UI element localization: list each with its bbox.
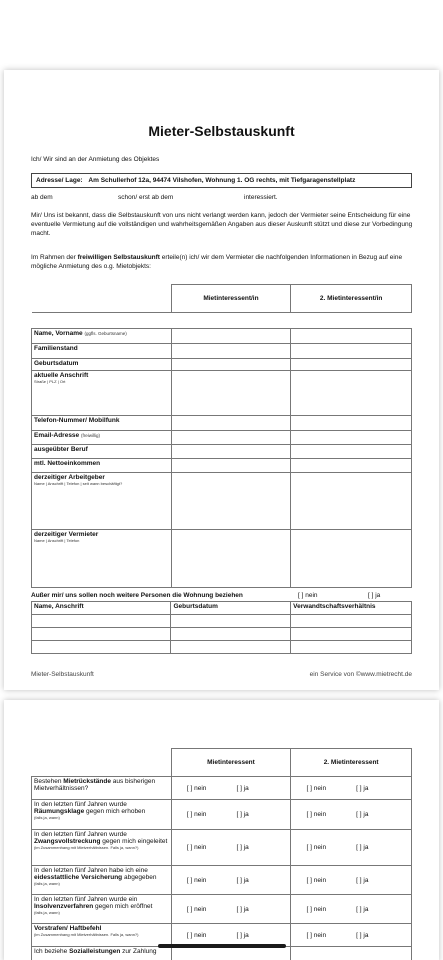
person-cell[interactable] — [291, 641, 412, 654]
no-checkbox[interactable]: [ ] nein — [306, 784, 327, 792]
address-value: Am Schullerhof 12a, 94474 Vilshofen, Wohnung 1. OG rechts, mit Tiefgaragenstellplatz — [88, 177, 356, 184]
table-row — [32, 866, 412, 895]
person-cell[interactable] — [32, 615, 171, 628]
questions-table — [31, 748, 412, 960]
no-checkbox[interactable]: [ ] nein — [186, 811, 207, 818]
address-field-1[interactable] — [171, 371, 291, 416]
yes-checkbox[interactable]: [ ] ja — [356, 905, 369, 913]
birthdate-field-2[interactable] — [291, 359, 412, 371]
from-date-mid: schon/ erst ab dem — [118, 194, 174, 201]
table-row — [32, 473, 412, 530]
job-field-2[interactable] — [291, 445, 412, 459]
footer-right: ein Service von ©www.mietrecht.de — [309, 671, 412, 678]
table-row — [32, 371, 412, 416]
table-row — [32, 431, 412, 445]
row-label-job: ausgeübter Beruf — [34, 446, 88, 453]
page-title: Mieter-Selbstauskunft — [148, 123, 295, 139]
landlord-field-2[interactable] — [291, 530, 412, 588]
row-note-name: (ggfls. Geburtsname) — [84, 331, 127, 336]
address-label: Adresse/ Lage: — [36, 177, 83, 184]
employer-field-2[interactable] — [291, 473, 412, 530]
yes-checkbox[interactable]: [ ] ja — [236, 844, 249, 851]
other-persons-no-checkbox[interactable]: [ ] nein — [298, 592, 318, 599]
no-checkbox[interactable]: [ ] nein — [186, 784, 207, 792]
yes-checkbox[interactable]: [ ] ja — [236, 811, 249, 818]
table-row — [32, 445, 412, 459]
table-row — [32, 416, 412, 431]
no-checkbox[interactable]: [ ] nein — [186, 905, 207, 913]
row-sub-employer: Name | Anschrift | Telefon | seit wann beschäftigt? — [34, 481, 123, 486]
table-row — [32, 615, 412, 628]
landlord-field-1[interactable] — [171, 530, 291, 588]
question-insolvency: In den letzten fünf Jahren wurde ein Insolvenzverfahren gegen mich eröffnet (falls ja, wann) — [32, 895, 172, 924]
person-cell[interactable] — [32, 628, 171, 641]
table-corner — [32, 749, 172, 777]
employer-field-1[interactable] — [171, 473, 291, 530]
document-page-1 — [4, 70, 439, 690]
no-checkbox[interactable]: [ ] nein — [306, 844, 327, 851]
yes-checkbox[interactable]: [ ] ja — [356, 784, 369, 792]
table-row — [32, 947, 412, 960]
job-field-1[interactable] — [171, 445, 291, 459]
yes-checkbox[interactable]: [ ] ja — [356, 931, 369, 939]
person-cell[interactable] — [171, 615, 291, 628]
email-field-2[interactable] — [291, 431, 412, 445]
footer-left: Mieter-Selbstauskunft — [31, 671, 94, 678]
col-header-applicant-1: Mietinteressent — [171, 749, 291, 777]
yes-checkbox[interactable]: [ ] ja — [236, 931, 249, 939]
row-label-employer: derzeitiger Arbeitgeber — [34, 474, 105, 481]
other-persons-table — [31, 601, 412, 654]
birthdate-field-1[interactable] — [171, 359, 291, 371]
no-checkbox[interactable]: [ ] nein — [306, 811, 327, 818]
no-checkbox[interactable]: [ ] nein — [186, 844, 207, 851]
row-note-email: (freiwillig) — [80, 433, 100, 438]
question-social-benefits: Ich beziehe Sozialleistungen zur Zahlung — [32, 947, 172, 960]
question-eviction: In den letzten fünf Jahren wurde Räumungsklage gegen mich erhoben (falls ja, wann) — [32, 800, 172, 830]
no-checkbox[interactable]: [ ] nein — [306, 876, 327, 884]
question-criminal-record: Vorstrafen/ Haftbefehl (im Zusammenhang mit Mietverhältnissen. Falls ja, wann?) — [32, 924, 172, 947]
document-page-2 — [4, 700, 439, 960]
col-header-applicant-2: 2. Mietinteressent/in — [291, 285, 412, 313]
row-label-landlord: derzeitiger Vermieter — [34, 531, 99, 538]
name-field-1[interactable] — [171, 329, 291, 344]
no-checkbox[interactable]: [ ] nein — [186, 876, 207, 884]
no-checkbox[interactable]: [ ] nein — [306, 931, 327, 939]
from-date-label: ab dem — [31, 194, 53, 201]
table-row — [32, 641, 412, 654]
table-corner — [32, 285, 172, 313]
no-checkbox[interactable]: [ ] nein — [306, 905, 327, 913]
from-date-end: interessiert. — [244, 194, 278, 201]
email-field-1[interactable] — [171, 431, 291, 445]
table-row — [32, 344, 412, 359]
address-field-2[interactable] — [291, 371, 412, 416]
other-persons-question: Außer mir/ uns sollen noch weitere Personen die Wohnung beziehen — [31, 592, 243, 599]
voluntary-text-b: erteile(n) ich/ wir dem Vermieter die nachfolgenden Informationen in Bezug auf eine mögliche Anmietung des o.g. Mietobjekts: — [31, 254, 403, 271]
row-sub-landlord: Name | Anschrift | Telefon — [34, 538, 80, 543]
voluntary-text-bold: freiwilligen Selbstauskunft — [77, 254, 160, 261]
yes-checkbox[interactable]: [ ] ja — [356, 844, 369, 851]
row-label-income: mtl. Nettoeinkommen — [34, 460, 101, 467]
person-cell[interactable] — [171, 628, 291, 641]
yes-checkbox[interactable]: [ ] ja — [356, 811, 369, 818]
row-label-birthdate: Geburtsdatum — [34, 360, 79, 367]
applicant-table — [31, 284, 412, 588]
address-box — [31, 173, 412, 188]
row-sub-address: Straße | PLZ | Ort — [34, 379, 66, 384]
row-label-address: aktuelle Anschrift — [34, 372, 89, 379]
table-row — [32, 530, 412, 588]
question-affidavit: In den letzten fünf Jahren habe ich eine eidesstattliche Versicherung abgegeben (falls ja, wann) — [32, 866, 172, 895]
table-row — [32, 895, 412, 924]
table-row — [32, 459, 412, 473]
col-header-applicant-1: Mietinteressent/in — [171, 285, 291, 313]
phone-field-2[interactable] — [291, 416, 412, 431]
income-field-2[interactable] — [291, 459, 412, 473]
yes-checkbox[interactable]: [ ] ja — [356, 876, 369, 884]
other-persons-yes-checkbox[interactable]: [ ] ja — [368, 592, 381, 599]
col-header-relationship: Verwandtschaftsverhältnis — [291, 602, 412, 615]
intro-text: Ich/ Wir sind an der Anmietung des Objektes — [31, 156, 160, 163]
col-header-birthdate: Geburtsdatum — [171, 602, 291, 615]
disclaimer-paragraph: Mir/ Uns ist bekannt, dass die Selbstauskunft von uns nicht verlangt werden kann, jedoch der Vermieter seine Entscheidung für eine eventuelle Vermietung auf die vollständigen und wahrheitsgemäßen Angaben aus dieser Auskunft stützt und diese zur Vorbedingung macht. — [31, 212, 413, 238]
income-field-1[interactable] — [171, 459, 291, 473]
yes-checkbox[interactable]: [ ] ja — [236, 876, 249, 884]
person-cell[interactable] — [291, 628, 412, 641]
col-header-applicant-2: 2. Mietinteressent — [291, 749, 412, 777]
table-row — [32, 830, 412, 866]
no-checkbox[interactable]: [ ] nein — [186, 931, 207, 939]
row-label-phone: Telefon-Nummer/ Mobilfunk — [34, 417, 120, 424]
home-indicator[interactable] — [158, 944, 286, 948]
table-row — [32, 800, 412, 830]
row-label-name: Name, Vorname — [34, 330, 83, 337]
question-enforcement: In den letzten fünf Jahren wurde Zwangsvollstreckung gegen mich eingeleitet (im Zusammenhang mit Mietverhältnissen. Falls ja, wann?) — [32, 830, 172, 866]
col-header-name-address: Name, Anschrift — [32, 602, 171, 615]
table-row — [32, 628, 412, 641]
person-cell[interactable] — [171, 641, 291, 654]
name-field-2[interactable] — [291, 329, 412, 344]
voluntary-text-a: Im Rahmen der — [31, 254, 76, 261]
table-row — [32, 777, 412, 800]
row-label-email: Email-Adresse — [34, 432, 80, 439]
marital-field-1[interactable] — [171, 344, 291, 359]
table-row — [32, 359, 412, 371]
table-row — [32, 329, 412, 344]
person-cell[interactable] — [291, 615, 412, 628]
voluntary-paragraph — [31, 253, 415, 271]
phone-field-1[interactable] — [171, 416, 291, 431]
yes-checkbox[interactable]: [ ] ja — [236, 905, 249, 913]
row-label-marital: Familienstand — [34, 345, 78, 352]
yes-checkbox[interactable]: [ ] ja — [236, 784, 249, 792]
question-rent-arrears: Bestehen Mietrückstände aus bisherigen Mietverhältnissen? — [32, 777, 172, 800]
person-cell[interactable] — [32, 641, 171, 654]
marital-field-2[interactable] — [291, 344, 412, 359]
